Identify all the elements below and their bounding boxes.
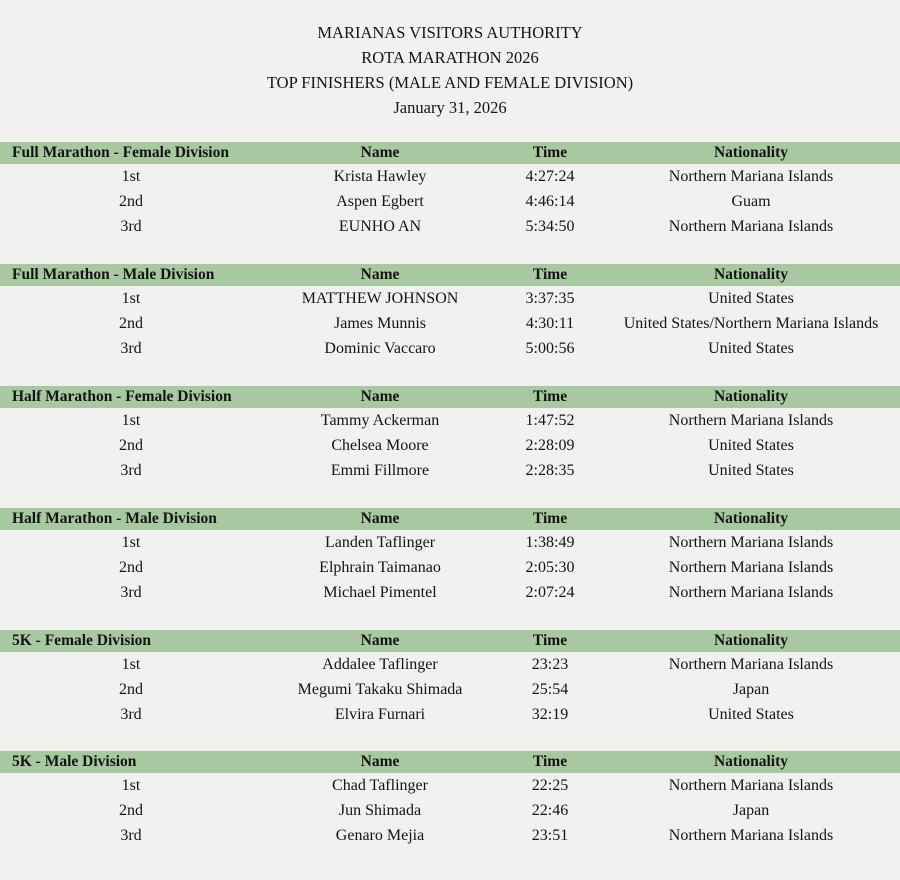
nationality-cell: United States/Northern Mariana Islands [623, 315, 879, 332]
nationality-column-header: Nationality [713, 510, 789, 527]
nationality-cell: Japan [732, 802, 770, 819]
section-title: Full Marathon - Female Division [12, 144, 229, 161]
table-row [0, 773, 900, 798]
name-cell: James Munnis [334, 315, 426, 332]
place-cell: 1st [121, 290, 141, 307]
section-header-band [0, 508, 900, 530]
name-cell: Jun Shimada [338, 802, 422, 819]
table-row [0, 823, 900, 848]
nationality-column-header: Nationality [713, 144, 789, 161]
place-cell: 1st [121, 534, 141, 551]
time-cell: 3:37:35 [525, 290, 575, 307]
section-title: Half Marathon - Female Division [12, 388, 232, 405]
table-row [0, 433, 900, 458]
place-cell: 2nd [119, 193, 143, 210]
time-cell: 22:25 [531, 777, 569, 794]
name-column-header: Name [360, 388, 400, 405]
time-column-header: Time [532, 510, 568, 527]
nationality-cell: Northern Mariana Islands [668, 412, 834, 429]
name-cell: Megumi Takaku Shimada [297, 681, 463, 698]
nationality-cell: Northern Mariana Islands [668, 584, 834, 601]
results-section [0, 508, 900, 605]
results-section [0, 142, 900, 239]
place-cell: 3rd [120, 340, 142, 357]
nationality-cell: United States [708, 706, 794, 723]
time-cell: 32:19 [531, 706, 569, 723]
name-cell: Chad Taflinger [332, 777, 428, 794]
time-cell: 1:47:52 [525, 412, 575, 429]
nationality-cell: Northern Mariana Islands [668, 218, 834, 235]
nationality-cell: Northern Mariana Islands [668, 534, 834, 551]
place-cell: 2nd [119, 802, 143, 819]
place-cell: 2nd [119, 315, 143, 332]
section-header-band [0, 630, 900, 652]
name-column-header: Name [360, 632, 400, 649]
section-title: Full Marathon - Male Division [12, 266, 215, 283]
event-date: January 31, 2026 [393, 98, 507, 117]
time-cell: 4:46:14 [525, 193, 575, 210]
time-cell: 4:30:11 [525, 315, 575, 332]
place-cell: 3rd [120, 584, 142, 601]
place-cell: 1st [121, 168, 141, 185]
name-cell: Tammy Ackerman [320, 412, 440, 429]
place-cell: 2nd [119, 437, 143, 454]
table-row [0, 798, 900, 823]
name-cell: Dominic Vaccaro [324, 340, 436, 357]
table-row [0, 702, 900, 727]
nationality-cell: United States [708, 340, 794, 357]
name-cell: Elphrain Taimanao [319, 559, 441, 576]
place-cell: 2nd [119, 681, 143, 698]
event-title: ROTA MARATHON 2026 [361, 48, 539, 67]
nationality-cell: Japan [732, 681, 770, 698]
nationality-cell: Northern Mariana Islands [668, 559, 834, 576]
time-cell: 2:28:09 [525, 437, 575, 454]
table-row [0, 214, 900, 239]
place-cell: 3rd [120, 462, 142, 479]
section-title: 5K - Female Division [12, 632, 152, 649]
time-cell: 1:38:49 [525, 534, 575, 551]
name-cell: Krista Hawley [333, 168, 427, 185]
time-cell: 2:07:24 [525, 584, 575, 601]
name-column-header: Name [360, 510, 400, 527]
nationality-cell: United States [708, 462, 794, 479]
nationality-cell: Guam [731, 193, 771, 210]
name-cell: Chelsea Moore [331, 437, 429, 454]
section-header-band [0, 142, 900, 164]
section-title: Half Marathon - Male Division [12, 510, 217, 527]
document-subtitle: TOP FINISHERS (MALE AND FEMALE DIVISION) [266, 73, 634, 92]
table-row [0, 189, 900, 214]
time-cell: 23:23 [531, 656, 569, 673]
nationality-column-header: Nationality [713, 266, 789, 283]
time-cell: 5:00:56 [525, 340, 575, 357]
table-row [0, 336, 900, 361]
place-cell: 1st [121, 656, 141, 673]
results-section [0, 751, 900, 848]
table-row [0, 580, 900, 605]
name-cell: Landen Taflinger [324, 534, 436, 551]
nationality-cell: Northern Mariana Islands [668, 656, 834, 673]
nationality-cell: Northern Mariana Islands [668, 777, 834, 794]
nationality-cell: Northern Mariana Islands [668, 168, 834, 185]
nationality-cell: United States [708, 290, 794, 307]
nationality-cell: Northern Mariana Islands [668, 827, 834, 844]
name-cell: Addalee Taflinger [322, 656, 438, 673]
name-cell: MATTHEW JOHNSON [301, 290, 459, 307]
section-header-band [0, 386, 900, 408]
name-column-header: Name [360, 753, 400, 770]
table-row [0, 677, 900, 702]
table-row [0, 458, 900, 483]
time-column-header: Time [532, 753, 568, 770]
table-row [0, 408, 900, 433]
place-cell: 2nd [119, 559, 143, 576]
time-cell: 25:54 [531, 681, 569, 698]
results-section [0, 630, 900, 727]
results-section [0, 386, 900, 483]
name-cell: EUNHO AN [338, 218, 422, 235]
table-row [0, 164, 900, 189]
nationality-column-header: Nationality [713, 753, 789, 770]
time-column-header: Time [532, 266, 568, 283]
section-header-band [0, 751, 900, 773]
results-section [0, 264, 900, 361]
table-row [0, 530, 900, 555]
time-cell: 22:46 [531, 802, 569, 819]
time-cell: 2:05:30 [525, 559, 575, 576]
section-title: 5K - Male Division [12, 753, 137, 770]
document-header [0, 20, 900, 120]
time-column-header: Time [532, 388, 568, 405]
name-cell: Genaro Mejia [335, 827, 425, 844]
table-row [0, 555, 900, 580]
section-header-band [0, 264, 900, 286]
time-column-header: Time [532, 144, 568, 161]
name-cell: Aspen Egbert [336, 193, 424, 210]
time-cell: 23:51 [531, 827, 569, 844]
name-cell: Elvira Furnari [334, 706, 426, 723]
org-title: MARIANAS VISITORS AUTHORITY [317, 23, 583, 42]
name-column-header: Name [360, 144, 400, 161]
place-cell: 3rd [120, 218, 142, 235]
time-cell: 4:27:24 [525, 168, 575, 185]
name-cell: Emmi Fillmore [330, 462, 430, 479]
nationality-cell: United States [708, 437, 794, 454]
place-cell: 1st [121, 777, 141, 794]
time-cell: 2:28:35 [525, 462, 575, 479]
place-cell: 1st [121, 412, 141, 429]
table-row [0, 286, 900, 311]
table-row [0, 311, 900, 336]
place-cell: 3rd [120, 706, 142, 723]
nationality-column-header: Nationality [713, 388, 789, 405]
name-cell: Michael Pimentel [323, 584, 437, 601]
time-cell: 5:34:50 [525, 218, 575, 235]
name-column-header: Name [360, 266, 400, 283]
nationality-column-header: Nationality [713, 632, 789, 649]
time-column-header: Time [532, 632, 568, 649]
place-cell: 3rd [120, 827, 142, 844]
table-row [0, 652, 900, 677]
